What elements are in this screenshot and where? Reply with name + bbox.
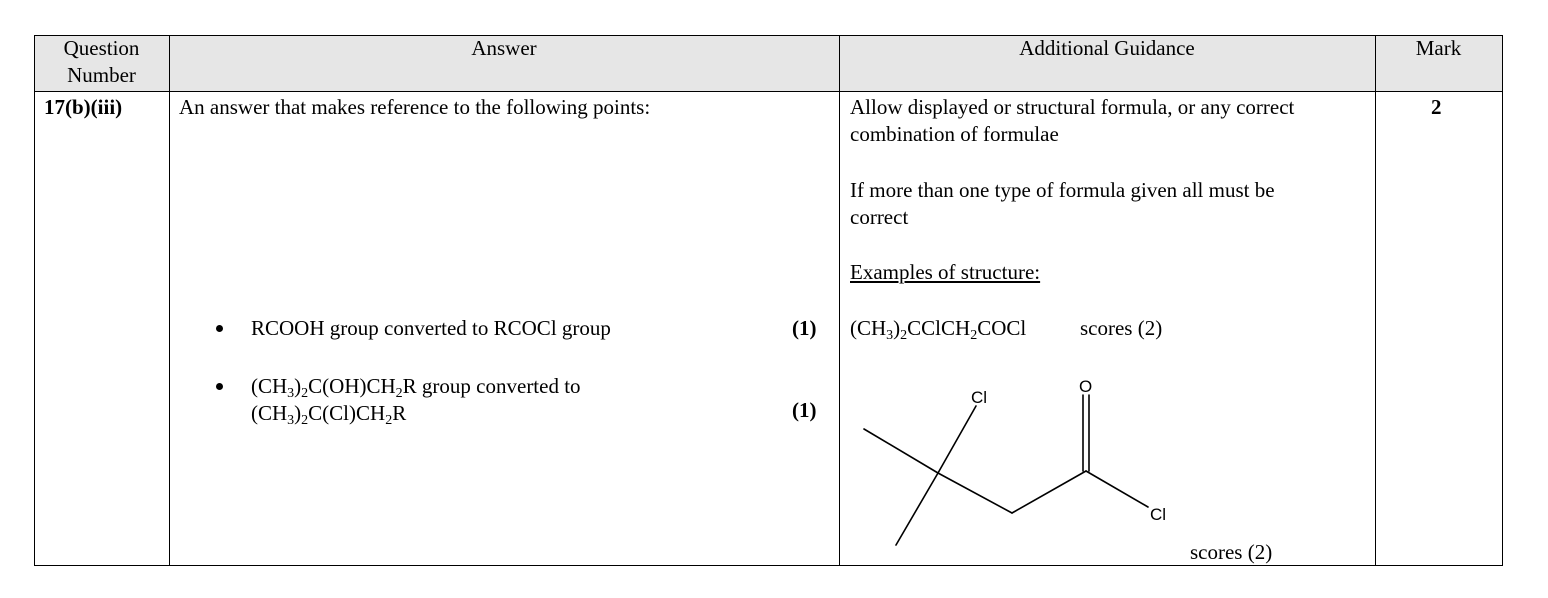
atom-cl-top: Cl [971,388,988,407]
bond-co-cl [1086,471,1148,507]
table-header-divider [34,91,1503,92]
header-question [34,35,169,91]
guidance-line-2: combination of formulae [850,122,1059,146]
bond-c-cl [938,406,976,473]
structural-formula: $(CH_3)_2CClCH_2COCl$ [850,316,1027,343]
examples-heading: Examples of structure: [850,260,1041,284]
bond-ch2-co [1012,471,1086,513]
atom-cl-right: Cl [1150,505,1167,524]
guidance-line-1: Allow displayed or structural formula, or any correct [850,95,1295,119]
header-answer [169,35,839,91]
guidance-line-3: If more than one type of formula given all must be [850,178,1275,202]
row-mark: 2 [1431,95,1442,119]
bond-methyl-2 [896,473,938,545]
answer-point-2-line1: $(CH_3)_2C(OH)CH_2R$ group converted to [251,374,581,401]
bullet-1 [216,325,223,332]
answer-point-1: RCOOH group converted to RCOCl group [251,316,611,340]
table-col-divider-3 [1375,35,1376,566]
header-question-line2: Number [67,63,136,87]
answer-point-1-mark: (1) [792,316,817,340]
header-guidance [839,35,1375,91]
scores-2: scores (2) [1190,540,1273,564]
answer-point-2-mark: (1) [792,398,817,422]
table-border-right [1502,35,1503,566]
header-guidance-label: Additional Guidance [1019,36,1195,60]
answer-point-2-line2: $(CH_3)_2C(Cl)CH_2R$ [251,401,407,428]
table-border-bottom [34,565,1503,566]
header-answer-label: Answer [471,36,537,60]
table-border-top [34,35,1503,36]
bond-methyl-1 [864,429,938,473]
scores-1: scores (2) [1080,316,1163,340]
header-question-line1: Question [63,36,140,60]
table-col-divider-1 [169,35,170,566]
skeletal-structure [840,370,1170,560]
guidance-line-4: correct [850,205,909,229]
answer-intro: An answer that makes reference to the following points: [179,95,651,119]
header-mark-label: Mark [1415,36,1462,60]
table-border-left [34,35,35,566]
header-mark [1375,35,1502,91]
atom-o: O [1079,377,1093,396]
question-number: 17(b)(iii) [44,95,123,119]
bullet-2 [216,383,223,390]
bond-c-ch2 [938,473,1012,513]
